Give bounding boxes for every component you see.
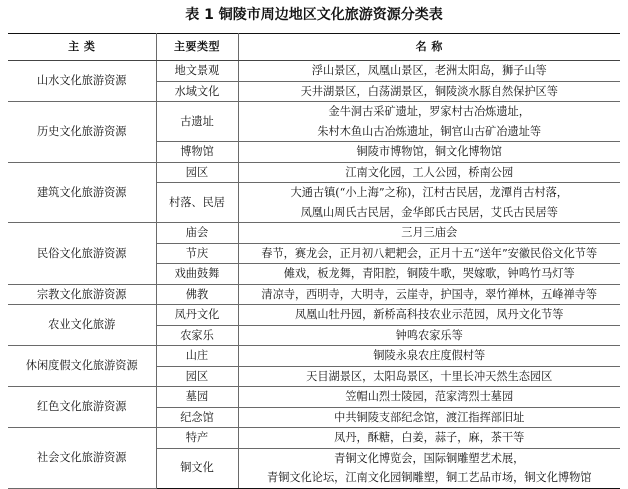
header-name: 名 称 [238, 34, 620, 61]
names-line: 傩戏，板龙舞，青阳腔，铜陵牛歌，哭嫁歌，钟鸣竹马灯等 [283, 267, 575, 280]
names-line: 天井湖景区，白荡湖景区，铜陵淡水豚自然保护区等 [300, 84, 558, 98]
table-title: 表 1 铜陵市周边地区文化旅游资源分类表 [185, 7, 443, 23]
names-line: 凤凰山牡丹园，新桥高科技农业示范园，凤丹文化节等 [294, 308, 564, 321]
table-row [8, 387, 620, 408]
names-cell [238, 284, 620, 305]
main-category-cell: 民俗文化旅游资源 [8, 223, 156, 285]
names-cell [238, 162, 620, 183]
names-cell [238, 448, 620, 488]
main-category-cell: 社会文化旅游资源 [8, 428, 156, 489]
names-cell [238, 61, 620, 82]
names-line: 青铜文化博览会，国际铜雕塑艺术展， [334, 451, 525, 465]
header-main-type: 主要类型 [156, 34, 238, 61]
main-type-cell: 戏曲鼓舞 [156, 264, 238, 285]
main-category-cell: 宗教文化旅游资源 [8, 284, 156, 305]
main-category-cell: 农业文化旅游 [8, 305, 156, 346]
names-cell [238, 223, 620, 244]
main-type-cell: 村落、民居 [156, 183, 238, 223]
table-row [8, 223, 620, 244]
names-cell [238, 325, 620, 346]
main-type-cell: 博物馆 [156, 142, 238, 163]
table-row [8, 346, 620, 367]
names-cell [238, 387, 620, 408]
names-cell [238, 102, 620, 142]
names-line: 天目湖景区，太阳岛景区，十里长冲天然生态园区 [306, 369, 553, 383]
header-main-category: 主 类 [8, 34, 156, 61]
main-type-cell: 园区 [156, 366, 238, 387]
main-type-cell: 水域文化 [156, 81, 238, 102]
names-cell [238, 346, 620, 367]
names-line: 笠帽山烈士陵园，范家湾烈士墓园 [345, 390, 514, 403]
names-line: 朱村木鱼山古冶炼遗址，铜官山古矿冶遗址等 [317, 124, 542, 138]
names-line: 金牛洞古采矿遗址，罗家村古冶炼遗址， [328, 105, 530, 118]
main-type-cell: 纪念馆 [156, 407, 238, 428]
names-line: 钟鸣农家乐等 [395, 328, 463, 342]
main-type-cell: 古遗址 [156, 102, 238, 142]
main-type-cell: 铜文化 [156, 448, 238, 488]
table-row [8, 428, 620, 449]
main-category-cell: 山水文化旅游资源 [8, 61, 156, 102]
main-type-cell: 凤丹文化 [156, 305, 238, 326]
table-body [8, 61, 620, 489]
names-line: 凤丹，酥糖，白姜，蒜子，麻，茶干等 [334, 431, 525, 444]
main-type-cell: 农家乐 [156, 325, 238, 346]
names-cell [238, 243, 620, 264]
main-type-cell: 特产 [156, 428, 238, 449]
names-line: 浮山景区，凤凰山景区，老洲太阳岛，狮子山等 [311, 64, 547, 77]
main-type-cell: 墓园 [156, 387, 238, 408]
names-line: 大通古镇(“小上海”之称)，江村古民居，龙潭肖古村落， [290, 186, 568, 199]
names-cell [238, 264, 620, 285]
main-category-cell: 红色文化旅游资源 [8, 387, 156, 428]
main-type-cell: 地文景观 [156, 61, 238, 82]
names-line: 凤凰山周氏古民居，金华郎氏古民居，艾氏古民居等 [300, 205, 558, 219]
names-line: 三月三庙会 [401, 226, 458, 239]
table-row [8, 305, 620, 326]
names-line: 春节，赛龙会，正月初八耙耙会，正月十五“送年”安徽民俗文化节等 [261, 246, 598, 260]
names-cell [238, 407, 620, 428]
names-cell [238, 183, 620, 223]
table-row [8, 162, 620, 183]
names-line: 铜陵永泉农庄度假村等 [373, 349, 486, 362]
names-cell [238, 366, 620, 387]
names-line: 中共铜陵支部纪念馆，渡江指挥部旧址 [334, 410, 525, 424]
main-category-cell: 建筑文化旅游资源 [8, 162, 156, 223]
names-cell [238, 428, 620, 449]
resource-classification-table [8, 33, 620, 489]
main-type-cell: 佛教 [156, 284, 238, 305]
names-cell [238, 81, 620, 102]
names-line: 江南文化园，工人公园，桥南公园 [345, 165, 514, 179]
main-type-cell: 山庄 [156, 346, 238, 367]
main-type-cell: 节庆 [156, 243, 238, 264]
names-line: 铜陵市博物馆，铜文化博物馆 [356, 145, 502, 158]
names-line: 清凉寺，西明寺，大明寺，云崖寺，护国寺，翠竹禅林，五峰禅寺等 [261, 287, 598, 301]
names-cell [238, 142, 620, 163]
main-type-cell: 庙会 [156, 223, 238, 244]
main-category-cell: 历史文化旅游资源 [8, 102, 156, 163]
names-cell [238, 305, 620, 326]
names-line: 青铜文化论坛，江南文化园铜雕塑，铜工艺品市场，铜文化博物馆 [267, 471, 592, 484]
main-type-cell: 园区 [156, 162, 238, 183]
table-row [8, 61, 620, 82]
table-header-row [8, 34, 620, 61]
table-row [8, 102, 620, 142]
main-category-cell: 休闲度假文化旅游资源 [8, 346, 156, 387]
table-row [8, 284, 620, 305]
